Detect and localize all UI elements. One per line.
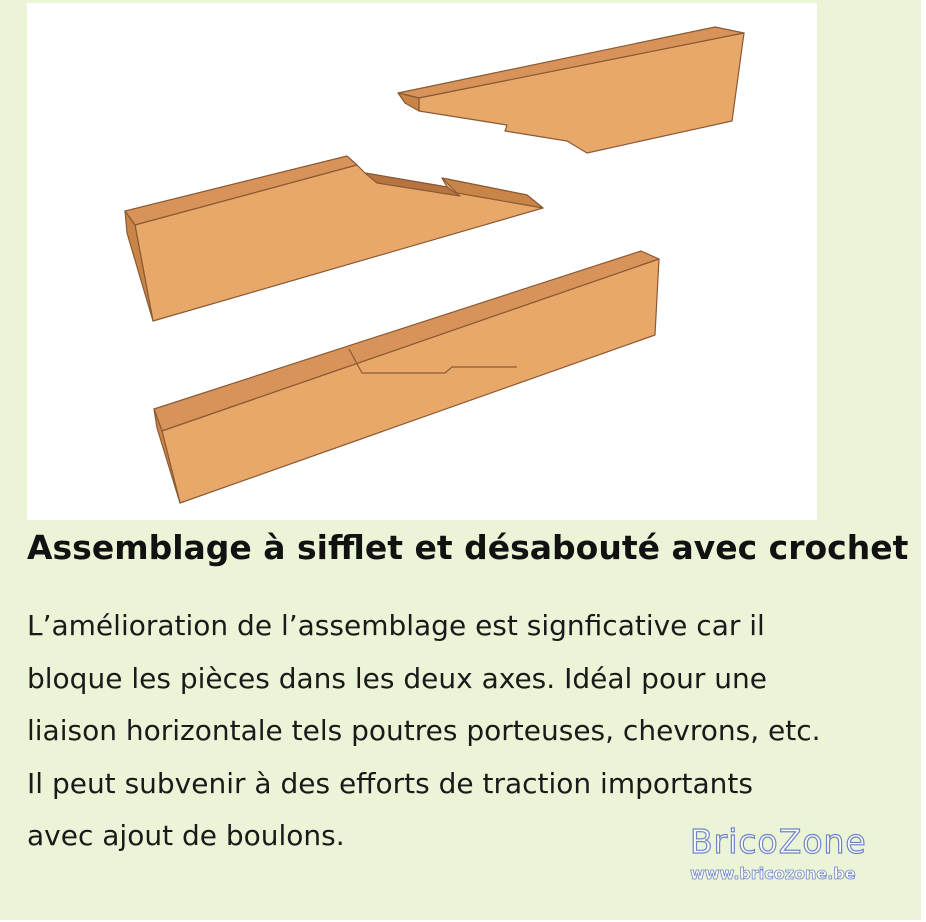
description-line: avec ajout de boulons.: [27, 819, 345, 852]
joint-illustration: [27, 3, 817, 520]
upper-piece-front-face: [419, 33, 744, 153]
description-line: Il peut subvenir à des efforts de traction importants: [27, 766, 753, 800]
bricozone-watermark: [690, 822, 880, 884]
description-line: bloque les pièces dans les deux axes. Idéal pour une: [27, 661, 767, 695]
description-line: L’amélioration de l’assemblage est signficative car il: [27, 609, 765, 642]
page-title: Assemblage à sifflet et désabouté avec crochet: [27, 528, 909, 567]
logo-url: www.bricozone.be: [690, 864, 856, 883]
wood-joint-drawing: [27, 3, 817, 520]
description-line: liaison horizontale tels poutres porteuses, chevrons, etc.: [27, 714, 821, 747]
logo-name: BricoZone: [690, 822, 867, 861]
